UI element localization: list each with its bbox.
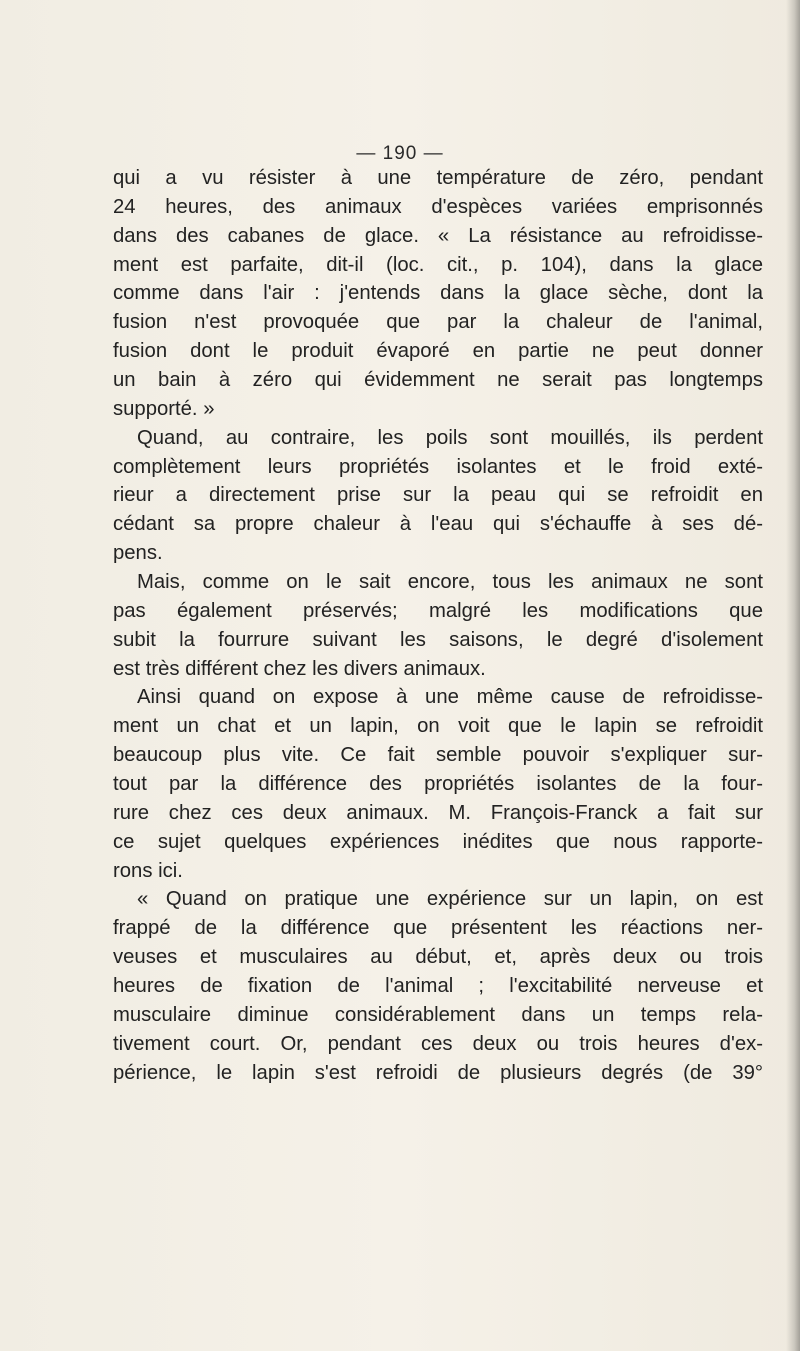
text-line: musculaire diminue considérablement dans un temps rela- xyxy=(113,1003,763,1026)
text-line: ment un chat et un lapin, on voit que le lapin se refroidit xyxy=(113,715,763,738)
text-line: tivement court. Or, pendant ces deux ou trois heures d'ex- xyxy=(113,1032,763,1055)
text-line: frappé de la différence que présentent les réactions ner- xyxy=(113,917,763,940)
text-line: cédant sa propre chaleur à l'eau qui s'échauffe à ses dé- xyxy=(113,513,763,536)
text-line: comme dans l'air : j'entends dans la glace sèche, dont la xyxy=(113,282,763,305)
text-line: rure chez ces deux animaux. M. François-Franck a fait sur xyxy=(113,801,763,824)
text-line: est très différent chez les divers animaux. xyxy=(113,657,486,680)
text-line: Quand, au contraire, les poils sont mouillés, ils perdent xyxy=(137,426,763,449)
text-line: 24 heures, des animaux d'espèces variées emprisonnés xyxy=(113,195,763,218)
text-line: pens. xyxy=(113,542,163,565)
text-line: rons ici. xyxy=(113,859,183,882)
text-line: fusion dont le produit évaporé en partie ne peut donner xyxy=(113,340,763,363)
text-line: tout par la différence des propriétés isolantes de la four- xyxy=(113,773,763,796)
page-number: — 190 — xyxy=(356,143,444,164)
text-line: subit la fourrure suivant les saisons, le degré d'isolement xyxy=(113,628,763,651)
text-line: qui a vu résister à une température de zéro, pendant xyxy=(113,167,763,189)
text-line: pas également préservés; malgré les modifications que xyxy=(113,599,763,622)
text-line: veuses et musculaires au début, et, après deux ou trois xyxy=(113,946,763,969)
page-edge-shadow xyxy=(786,0,800,1351)
text-line: ce sujet quelques expériences inédites que nous rapporte- xyxy=(113,830,763,853)
text-line: ment est parfaite, dit-il (loc. cit., p. 104), dans la glace xyxy=(113,253,763,276)
text-line: périence, le lapin s'est refroidi de plusieurs degrés (de 39° xyxy=(113,1061,763,1084)
text-line: rieur a directement prise sur la peau qui se refroidit en xyxy=(113,484,763,507)
text-line: « Quand on pratique une expérience sur un lapin, on est xyxy=(137,888,763,911)
text-line: Mais, comme on le sait encore, tous les animaux ne sont xyxy=(137,571,763,594)
text-line: un bain à zéro qui évidemment ne serait pas longtemps xyxy=(113,369,763,392)
text-line: supporté. » xyxy=(113,397,215,420)
text-line: fusion n'est provoquée que par la chaleur de l'animal, xyxy=(113,311,763,334)
text-line: dans des cabanes de glace. « La résistance au refroidisse- xyxy=(113,224,763,247)
body-text xyxy=(113,164,763,1088)
text-line: beaucoup plus vite. Ce fait semble pouvoir s'expliquer sur- xyxy=(113,744,763,767)
text-line: complètement leurs propriétés isolantes et le froid exté- xyxy=(113,455,763,478)
text-line: heures de fixation de l'animal ; l'excitabilité nerveuse et xyxy=(113,975,763,998)
text-line: Ainsi quand on expose à une même cause de refroidisse- xyxy=(137,686,763,709)
